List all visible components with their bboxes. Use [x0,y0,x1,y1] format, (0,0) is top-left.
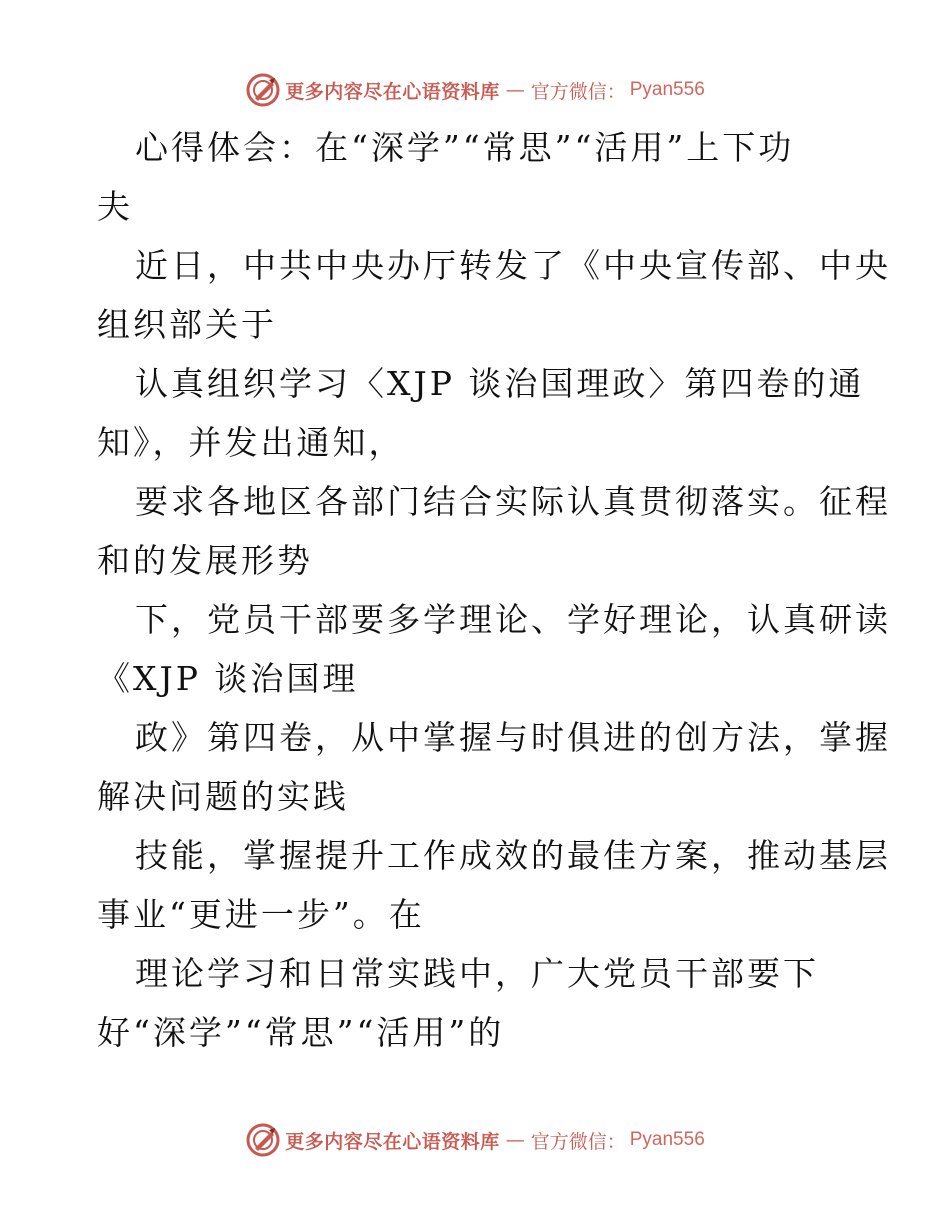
text-line: 《XJP 谈治国理 [97,659,359,698]
header-watermark [0,70,950,110]
text-line: 知》，并发出通知， [97,423,405,462]
watermark-wechat-id: Pyan556 [629,79,705,100]
brand-logo-icon [245,72,281,108]
text-line: 技能，掌握提升工作成效的最佳方案，推动基层 [135,836,891,875]
text-line: 要求各地区各部门结合实际认真贯彻落实。征程 [135,482,891,521]
text-line: 下，党员干部要多学理论、学好理论，认真研读 [135,600,891,639]
text-line: 政》第四卷，从中掌握与时俱进的创方法，掌握 [135,718,891,757]
text-line: 心得体会：在“深学”“常思”“活用”上下功 [135,128,795,167]
watermark-brand-text: 更多内容尽在心语资料库 [285,1130,500,1153]
brand-logo-icon [245,1122,281,1158]
text-line: 和的发展形势 [97,541,313,580]
watermark-wechat-id: Pyan556 [629,1129,705,1150]
document-body [97,118,891,1062]
watermark-brand-text: 更多内容尽在心语资料库 [285,80,500,103]
text-line: 事业“更进一步”。在 [97,895,425,934]
watermark-wechat-label: 官方微信： [530,80,626,103]
text-line: 解决问题的实践 [97,777,349,816]
text-line: 组织部关于 [97,305,277,344]
watermark-dash: — [505,79,525,101]
text-line: 好“深学”“常思”“活用”的 [97,1013,505,1052]
text-line: 近日，中共中央办厅转发了《中央宣传部、中央 [135,246,891,285]
text-line: 认真组织学习〈XJP 谈治国理政〉第四卷的通 [135,364,865,403]
footer-watermark [0,1120,950,1160]
text-line: 夫 [97,187,133,226]
watermark-wechat-label: 官方微信： [530,1130,626,1153]
text-line: 理论学习和日常实践中，广大党员干部要下 [135,954,819,993]
watermark-dash: — [505,1129,525,1151]
